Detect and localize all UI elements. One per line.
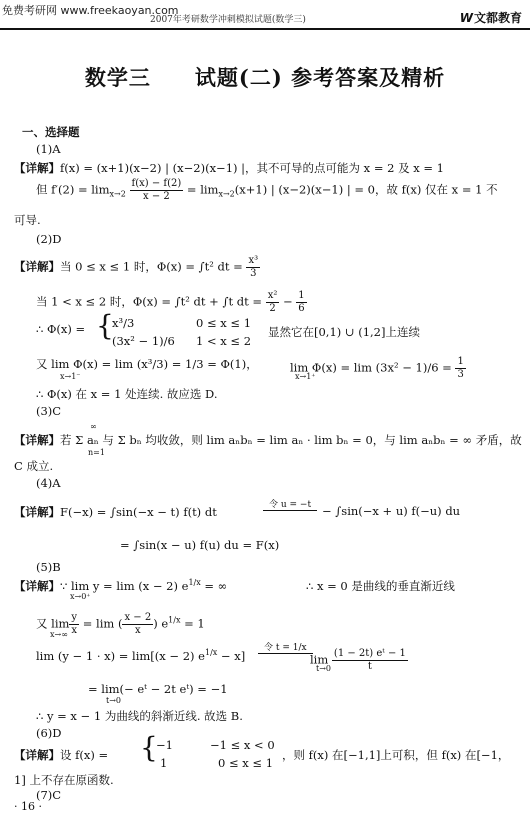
q2-lim-frac-den: 3 <box>457 369 464 380</box>
running-title: 2007年考研数学冲刺模拟试题(数学三) <box>150 15 306 25</box>
q2-l2c: t dt = <box>228 294 266 309</box>
watermark-text: 免费考研网 www.freekaoyan.com <box>2 4 179 17</box>
q5-lim-sub4: t→0 <box>106 696 122 705</box>
q5-frac-x2-num: x − 2 <box>124 612 152 623</box>
q1-lim-sub2: x→2 <box>218 189 235 199</box>
q1-line1 <box>14 160 444 176</box>
q2-lim-frac-num: 1 <box>457 356 464 367</box>
q1-lim-sub: x→2 <box>109 189 126 199</box>
q5-l3b: − x] <box>217 649 246 663</box>
q6-l1a: 设 f(x) = <box>60 748 109 762</box>
q2-case2-cond: 1 < x ≤ 2 <box>196 334 252 348</box>
q2-frac1-den: 3 <box>250 268 257 279</box>
q6-case1-val: −1 <box>156 738 173 752</box>
q5-l2d: = 1 <box>180 616 205 631</box>
q2-phi-label: ∴ Φ(x) = <box>36 322 86 336</box>
q5-line3 <box>36 648 245 663</box>
q2-lim-right: lim Φ(x) = lim (3x² − 1)/6 = <box>290 360 456 375</box>
q2-limit-right <box>290 356 466 381</box>
q5-lim-sub: x→0⁺ <box>70 592 91 601</box>
q5-frac-t-den: t <box>367 661 372 672</box>
q2-case1-cond: 0 ≤ x ≤ 1 <box>196 316 252 330</box>
q2-case1-expr: x³/3 <box>112 316 135 330</box>
q5-l2-sup: 1/x <box>168 615 181 625</box>
q5-l3a: lim (y − 1 · x) = lim[(x − 2) e <box>36 649 205 663</box>
q3-sum-sub: n=1 <box>88 448 105 457</box>
q1-line2 <box>36 178 498 203</box>
q6-case2-cond: 0 ≤ x ≤ 1 <box>218 756 274 770</box>
q2-lim-frac <box>455 356 465 381</box>
q4-l1c: − ∫ <box>322 504 342 518</box>
q5-l1a: ∵ lim y = lim (x − 2) e <box>60 579 189 593</box>
q6-line1a <box>14 747 108 763</box>
q3-sum-sup: ∞ <box>90 422 97 431</box>
q2-l1b: t² dt = <box>204 259 247 274</box>
brace-icon: { <box>140 731 158 764</box>
q6-case1-cond: −1 ≤ x < 0 <box>210 738 275 752</box>
q1-l2c: (x+1) | (x−2)(x−1) | = 0，故 f(x) 仅在 x = 1 不 <box>234 182 498 197</box>
q3-answer: (3)C <box>36 404 62 418</box>
q6-answer: (6)D <box>36 726 62 740</box>
q5-frac-x2-den: x <box>135 625 141 636</box>
q4-l2b: sin(x − u) f(u) du = F(x) <box>139 538 280 552</box>
q4-l2a: = ∫ <box>120 538 140 552</box>
q3-text1: 若 Σ aₙ 与 Σ bₙ 均收敛，则 lim aₙbₙ = lim aₙ · lim bₙ = 0，与 lim aₙbₙ = ∞ 矛盾，故 <box>60 433 522 447</box>
q2-conclusion: ∴ Φ(x) 在 x = 1 处连续. 故应选 D. <box>36 387 218 401</box>
q2-frac2-den: 2 <box>269 303 276 314</box>
q5-lim-sub2: x→∞ <box>50 630 68 639</box>
q4-l1a: F(−x) = ∫ <box>60 505 117 519</box>
q5-line4: = lim(− eᵗ − 2t eᵗ) = −1 <box>88 682 228 696</box>
q2-frac3-num: 1 <box>298 290 305 301</box>
q6-line1b: ，则 f(x) 在[−1,1]上可积，但 f(x) 在[−1， <box>282 748 510 762</box>
q2-l1a: 当 0 ≤ x ≤ 1 时，Φ(x) = ∫ <box>60 259 205 274</box>
q2-frac1 <box>246 255 260 280</box>
page-title: 数学三 试题(二) 参考答案及精析 <box>84 65 446 90</box>
q3-line1 <box>14 432 522 448</box>
q1-frac-den: x − 2 <box>143 191 170 202</box>
q7-answer: (7)C <box>36 788 62 802</box>
q2-continuity-note: 显然它在[0,1) ∪ (1,2]上连续 <box>268 325 420 339</box>
q5-frac-yx-num: y <box>71 612 78 623</box>
q1-text1: f(x) = (x+1)(x−2) | (x−2)(x−1) |，其不可导的点可能为 x = 2 及 x = 1 <box>60 161 444 175</box>
logo-text: 文都教育 <box>473 11 522 25</box>
q2-frac3-den: 6 <box>298 303 305 314</box>
q5-substitution: 令 t = 1/x <box>258 640 313 654</box>
q5-answer: (5)B <box>36 560 61 574</box>
q2-frac1-num: x³ <box>248 255 259 266</box>
q5-frac-x2 <box>122 612 153 637</box>
q5-l1b: = ∞ <box>200 579 228 593</box>
q2-frac2-num: x² <box>267 290 278 301</box>
q5-l2c: e <box>161 616 169 631</box>
q4-line2 <box>120 538 279 552</box>
header-rule <box>0 28 530 30</box>
q4-l1d: sin(−x + u) f(−u) du <box>341 504 461 518</box>
detail-tag: 【详解】 <box>14 259 60 274</box>
q6-line2: 1] 上不存在原函数. <box>14 773 114 787</box>
q2-limit-line <box>36 356 258 372</box>
q5-conclusion: ∴ y = x − 1 为曲线的斜渐近线. 故选 B. <box>36 709 243 723</box>
q5-frac-t <box>332 648 408 673</box>
q5-line2: 又 lim $\frac{y}{x}$ = lim ( $\frac{x - 2}{x}$ ) $e^{1/x} = 1$ <box>36 612 205 636</box>
detail-tag: 【详解】 <box>14 748 60 762</box>
q5-line1 <box>14 578 227 594</box>
detail-tag: 【详解】 <box>14 433 60 447</box>
q5-l1-sup: 1/x <box>188 578 201 587</box>
q2-piecewise <box>36 322 85 336</box>
page-number: · 16 · <box>14 800 42 813</box>
q5-frac-t-num: (1 − 2t) eᵗ − 1 <box>333 648 406 659</box>
q4-substitution: 令 u = −t <box>263 497 317 511</box>
q2-line2 <box>36 290 307 315</box>
logo-icon: W <box>459 11 471 25</box>
q1-l2b: = lim <box>183 182 219 197</box>
q5-l3c: lim <box>310 652 329 667</box>
q4-l1b: sin(−x − t) f(t) dt <box>116 505 217 519</box>
detail-tag: 【详解】 <box>14 579 60 593</box>
brace-icon: { <box>96 309 114 342</box>
q5-l2b: = lim <box>79 616 115 631</box>
section-heading: 一、选择题 <box>22 125 80 139</box>
q5-frac-yx <box>69 612 79 637</box>
q2-case2-expr: (3x² − 1)/6 <box>112 334 175 348</box>
q1-l2a: 但 f′(2) = lim <box>36 182 110 197</box>
q1-answer: (1)A <box>36 142 61 156</box>
q5-frac-yx-den: x <box>71 625 78 636</box>
q2-l2a: 当 1 < x ≤ 2 时，Φ(x) = ∫ <box>36 294 181 309</box>
q4-answer: (4)A <box>36 476 61 490</box>
detail-tag: 【详解】 <box>14 161 60 175</box>
q5-lim-sub3: t→0 <box>316 664 332 673</box>
q2-l2e: − <box>279 294 297 309</box>
q4-line1 <box>14 504 217 520</box>
q2-lim-sub-right: x→1⁺ <box>295 372 316 381</box>
q2-answer: (2)D <box>36 232 62 246</box>
q2-frac2 <box>266 290 280 315</box>
q2-line1 <box>14 255 260 280</box>
q3-line2: C 成立. <box>14 459 54 473</box>
q2-lim-sub-left: x→1⁻ <box>60 372 81 381</box>
publisher-logo <box>460 9 522 26</box>
q6-case2-val: 1 <box>160 756 168 770</box>
q1-line3: 可导. <box>14 213 41 227</box>
q5-l2a: 又 lim <box>36 616 70 631</box>
q4-line1b <box>322 504 460 518</box>
q1-frac-num: f(x) − f(2) <box>131 178 182 189</box>
detail-tag: 【详解】 <box>14 505 60 519</box>
q5-vertical-asymptote: ∴ x = 0 是曲线的垂直渐近线 <box>306 579 455 593</box>
q2-l2b: t² dt + ∫ <box>180 294 229 309</box>
q5-l3-sup: 1/x <box>204 648 218 657</box>
q2-lim-left: 又 lim Φ(x) = lim (x³/3) = 1/3 = Φ(1)， <box>36 357 258 371</box>
q1-fraction <box>130 178 184 203</box>
q2-frac3 <box>296 290 306 315</box>
